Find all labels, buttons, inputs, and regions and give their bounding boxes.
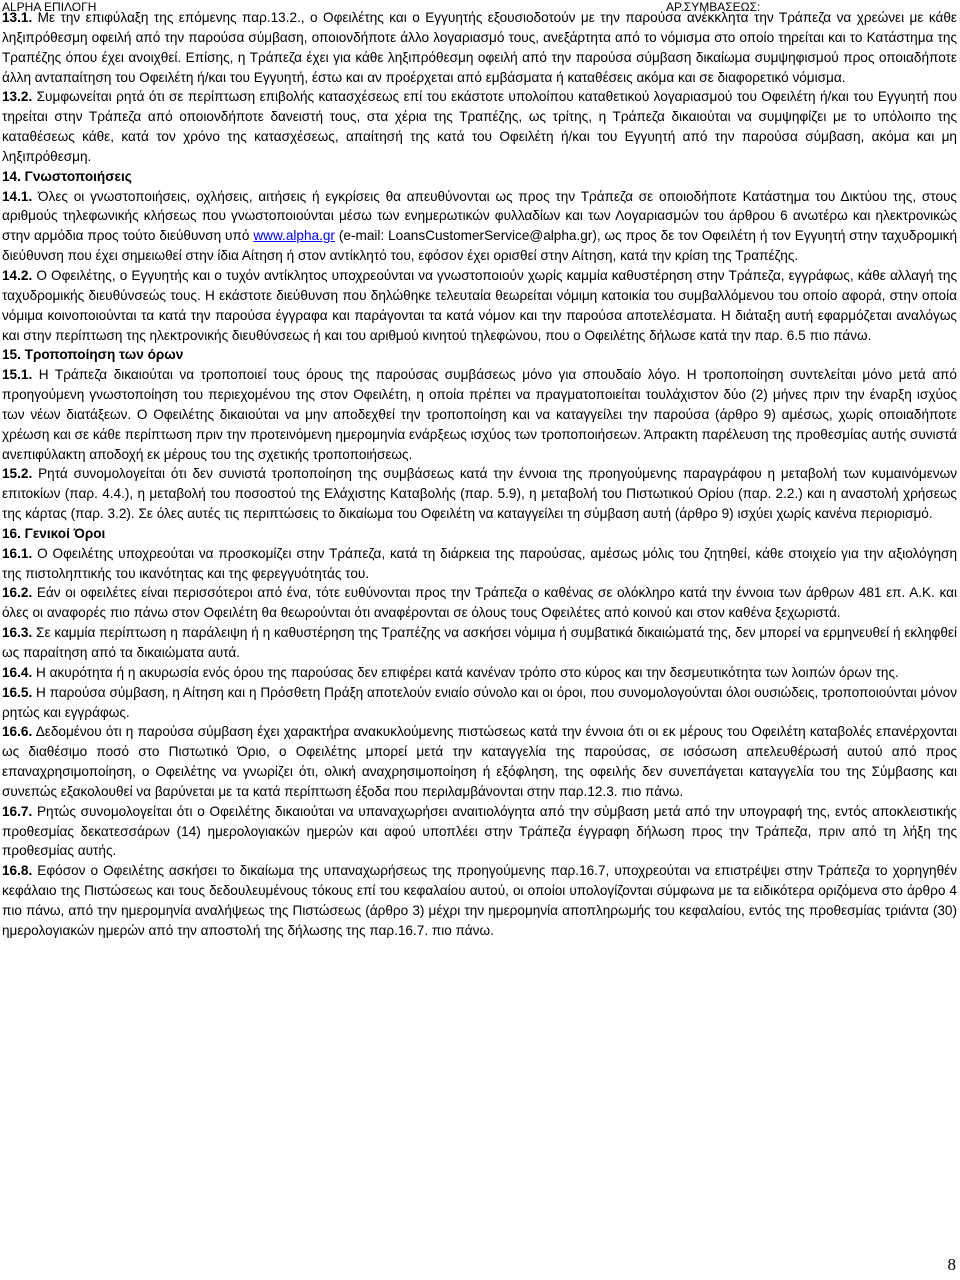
paragraph-text: Σε καμμία περίπτωση η παράλειψη ή η καθυστέρηση της Τραπέζης να ασκήσει νόμιμα ή συμβατικά δικαιώματά της, δεν μπορεί να ερμηνευθεί ή εκληφθεί ως παραίτηση από τα δικαιώματα αυτά. [2,625,957,660]
paragraph-number: 16.1. [2,545,33,561]
paragraph-text: Ρητά συνομολογείται ότι δεν συνιστά τροποποίηση της συμβάσεως κατά την έννοια της προηγούμενης παραγράφου η μεταβολή των κυμαινόμενων επιτοκίων (παρ. 4.4.), η μεταβολή του ποσοστού της Ελάχιστης Καταβολής (παρ. 5.9), η μεταβολή του Πιστωτικού Ορίου (παρ. 2.2.) και η αναστολή χρήσεως της κάρτας (παρ. 3.2). Σε όλες αυτές τις περιπτώσεις το δικαίωμα του Οφειλέτη να καταγγείλει τη σύμβαση αυτή (άρθρο 9) ισχύει χωρίς κανένα περιορισμό. [2,466,958,522]
paragraph-text: Η παρούσα σύμβαση, η Αίτηση και η Πρόσθετη Πράξη αποτελούν ενιαίο σύνολο και οι όροι, που συνομολογούνται όλοι ουσιώδεις, τροποποιούνται μόνον ρητώς και εγγράφως. [2,684,957,720]
paragraph-16-4 [2,663,957,683]
paragraph-number: 13.2. [2,89,33,105]
paragraph-number: 14.2. [2,267,33,283]
paragraph-number: 16.6. [2,724,33,740]
paragraph-text: Συμφωνείται ρητά ότι σε περίπτωση επιβολής κατασχέσεως επί του εκάστοτε υπολοίπου καταθετικού λογαριασμού του Οφειλέτη ή/και του Εγγυητή που τηρείται στην Τράπεζα από οποιονδήποτε δανειστή τους, στα χέρια της Τραπέζης, ως τρίτης, η Τράπεζα δικαιούται να συμψηφίζει με το υπόλοιπο της καταθέσεως κάθε, κατά τον χρόνο της κατασχέσεως, απαίτησή της κατά του Οφειλέτη ή/και του Εγγυητή από την παρούσα σύμβαση, ακόμα και μη ληξιπρόθεσμη. [2,89,957,164]
paragraph-13-1 [2,8,957,87]
section-heading-15: 15. Τροποποίηση των όρων [2,347,184,363]
paragraph-text: Ρητώς συνομολογείται ότι ο Οφειλέτης δικαιούται να υπαναχωρήσει αναιτιολόγητα από την σύμβαση μετά από την υπογραφή της, εντός αποκλειστικής προθεσμίας δεκατεσσάρων (14) ημερολογιακών ημερών και αφού υποπλέει στην Τράπεζα έγγραφη δήλωση προς την Τράπεζα, πριν από τη λήξη της προθεσμίας αυτής. [2,803,957,859]
paragraph-16-6 [2,722,957,801]
paragraph-number: 16.3. [2,625,33,641]
paragraph-15-2 [2,464,957,524]
paragraph-text: Ο Οφειλέτης, ο Εγγυητής και ο τυχόν αντίκλητος υποχρεούνται να γνωστοποιούν χωρίς καμμία καθυστέρηση στην Τράπεζα, εγγράφως, κάθε αλλαγή της ταχυδρομικής διευθύνσεώς τους. Η εκάστοτε διεύθυνση που δηλώθηκε τελευταία θεωρείται νόμιμη κατοικία του συμβαλλόμενου του οποίο αφορά, στην οποία νόμιμα κοινοποιούνται τα κατά την παρούσα έγγραφα και παράγονται τα κατά νόμον και την παρούσα αποτελέσματα. Η διάταξη αυτή εφαρμόζεται αναλόγως και στην περίπτωση της ηλεκτρονικής διευθύνσεως ή και του αριθμού κινητού τηλεφώνου, που ο Οφειλέτης δήλωσε κατά την παρ. 6.5 πιο πάνω. [2,267,957,343]
paragraph-16-3 [2,623,957,663]
paragraph-text: Εφόσον ο Οφειλέτης ασκήσει το δικαίωμα της υπαναχωρήσεως της προηγούμενης παρ.16.7, υποχρεούται να επιστρέψει στην Τράπεζα το χορηγηθέν κεφάλαιο της Πιστώσεως και τους δεδουλευμένους τόκους επί του κεφαλαίου αυτού, οι οποίοι υπολογίζονται σύμφωνα με τα ειδικότερα οριζόμενα στο άρθρο 4 πιο πάνω, από την ημερομηνία αναλήψεως της Πιστώσεως (άρθρο 3) μέχρι την ημερομηνία αποπληρωμής του κεφαλαίου, εντός της προθεσμίας τριάντα (30) ημερολογιακών ημερών από την αποστολή της δήλωσης της παρ.16.7. πιο πάνω. [2,863,957,938]
section-heading-16: 16. Γενικοί Όροι [2,525,106,541]
paragraph-text: Η Τράπεζα δικαιούται να τροποποιεί τους όρους της παρούσας συμβάσεως μόνο για σπουδαίο λόγο. Η τροποποίηση συντελείται μόνο μετά από προηγούμενη γνωστοποίηση του περιεχομένου της στον Οφειλέτη, η οποία πρέπει να πραγματοποιείται τουλάχιστον δύο (2) μήνες πριν την έναρξη ισχύος των νέων διατάξεων. Ο Οφειλέτης δικαιούται να μην αποδεχθεί την τροποποίηση και να καταγγείλει την παρούσα (άρθρο 9) αμέσως, χωρίς οποιαδήποτε χρέωση και σε κάθε περίπτωση πριν την προτεινόμενη ημερομηνία ενάρξεως ισχύος των τροποποιήσεων. Άπρακτη παρέλευση της προθεσμίας αυτής συνιστά ανεπιφύλακτη αποδοχή εκ μέρους του της σχετικής τροποποιήσεως. [2,367,957,462]
paragraph-text-continued: (e-mail: LoansCustomerService@alpha.gr), ως προς δε τον Οφειλέτη ή τον Εγγυητή στην ταχυδρομική διεύθυνση που έχει σημειωθεί στην ίδια Αίτηση ή στον αντίκλητό του, εφόσον έχει ορισθεί στην Αίτηση, κατά την κρίση της Τραπέζης. [2,228,957,264]
paragraph-16-5 [2,683,957,723]
paragraph-number: 16.2. [2,585,33,601]
paragraph-number: 15.1. [2,367,33,383]
website-link[interactable]: www.alpha.gr [253,228,335,244]
section-heading-14: 14. Γνωστοποιήσεις [2,168,132,184]
paragraph-15-1 [2,365,957,464]
paragraph-number: 15.2. [2,466,33,482]
paragraph-text: Με την επιφύλαξη της επόμενης παρ.13.2., ο Οφειλέτης και ο Εγγυητής εξουσιοδοτούν με την παρούσα ανέκκλητα την Τράπεζα να χρεώνει με κάθε ληξιπρόθεσμη οφειλή από την παρούσα σύμβαση, οποιονδήποτε άλλο λογαριασμό τους, ανεξάρτητα από το νόμισμα στο οποίο τηρείται και το Κατάστημα της Τραπέζης όπου έχει ανοιχθεί. Επίσης, η Τράπεζα έχει για κάθε ληξιπρόθεσμη οφειλή από την παρούσα σύμβαση δικαίωμα συμψηφισμού προς οποιαδήποτε άλλη ανταπαίτηση του Οφειλέτη ή/και του Εγγυητή, έστω και αν προέρχεται από εμβάσματα ή καταθέσεις ακόμα και σε διαφορετικό νόμισμα. [2,10,957,85]
header-product-name: ALPHA ΕΠΙΛΟΓΗ [2,0,97,14]
paragraph-number: 16.4. [2,664,33,680]
document-body [2,8,957,941]
paragraph-text: Όλες οι γνωστοποιήσεις, οχλήσεις, αιτήσεις ή εγκρίσεις θα απευθύνονται ως προς την Τράπεζα σε οποιοδήποτε Κατάστημα του Δικτύου της, στους αριθμούς τηλεφωνικής κλήσεως που γνωστοποιούνται μέσω των ενημερωτικών φυλλαδίων και των Λογαριασμών του άρθρου 6 ανωτέρω και ηλεκτρονικώς στην αρμόδια προς τούτο διεύθυνση υπό [2,188,957,244]
header-contract-number-label: ΑΡ.ΣΥΜΒΑΣΕΩΣ: [666,0,761,14]
paragraph-13-2 [2,87,957,166]
paragraph-16-8 [2,861,957,940]
paragraph-16-1 [2,544,957,584]
paragraph-16-2 [2,583,957,623]
paragraph-text: Ο Οφειλέτης υποχρεούται να προσκομίζει στην Τράπεζα, κατά τη διάρκεια της παρούσας, αμέσως μόλις του ζητηθεί, κάθε στοιχείο για την αξιολόγηση της πιστοληπτικής του ικανότητας και της φερεγγυότητάς του. [2,545,958,581]
paragraph-text: Η ακυρότητα ή η ακυρωσία ενός όρου της παρούσας δεν επιφέρει κατά κανέναν τρόπο στο κύρος και την δεσμευτικότητα των λοιπών όρων της. [36,664,899,680]
paragraph-text: Εάν οι οφειλέτες είναι περισσότεροι από ένα, τότε ευθύνονται προς την Τράπεζα ο καθένας σε ολόκληρο κατά την έννοια των άρθρων 481 επ. Α.Κ. και όλες οι αναφορές πιο πάνω στον Οφειλέτη θα θεωρούνται ότι αναφέρονται σε όλους τους Οφειλέτες από κοινού και στον καθένα ξεχωριστά. [2,585,958,621]
paragraph-14-1 [2,187,957,266]
paragraph-number: 13.1. [2,10,33,25]
paragraph-text: Δεδομένου ότι η παρούσα σύμβαση έχει χαρακτήρα ανακυκλούμενης πιστώσεως κατά την έννοια ότι οι εκ μέρους του Οφειλέτη καταβολές επανέρχονται ως διαθέσιμο ποσό στο Πιστωτικό Όριο, ο Οφειλέτης μπορεί μετά την καταγγελία της παρούσας, σε ισόσωση απελευθέρωσή αυτού από προς επαναχρησιμοποίηση, ο Οφειλέτης να γνωρίζει ότι, ολική αναχρησιμοποίηση ή εξόφληση, της οφειλής δεν συνεπάγεται καταγγελία του της Σύμβασης και συνεπώς εξακολουθεί να βαρύνεται με τα κατά περίπτωση έξοδα που περιλαμβάνονται στην παρ.12.3. πιο πάνω. [2,724,958,799]
paragraph-14-2 [2,266,957,345]
paragraph-number: 16.5. [2,684,33,700]
paragraph-number: 14.1. [2,188,33,204]
paragraph-number: 16.7. [2,803,33,819]
page-number: 8 [947,1255,956,1274]
paragraph-number: 16.8. [2,863,33,879]
paragraph-16-7 [2,802,957,862]
